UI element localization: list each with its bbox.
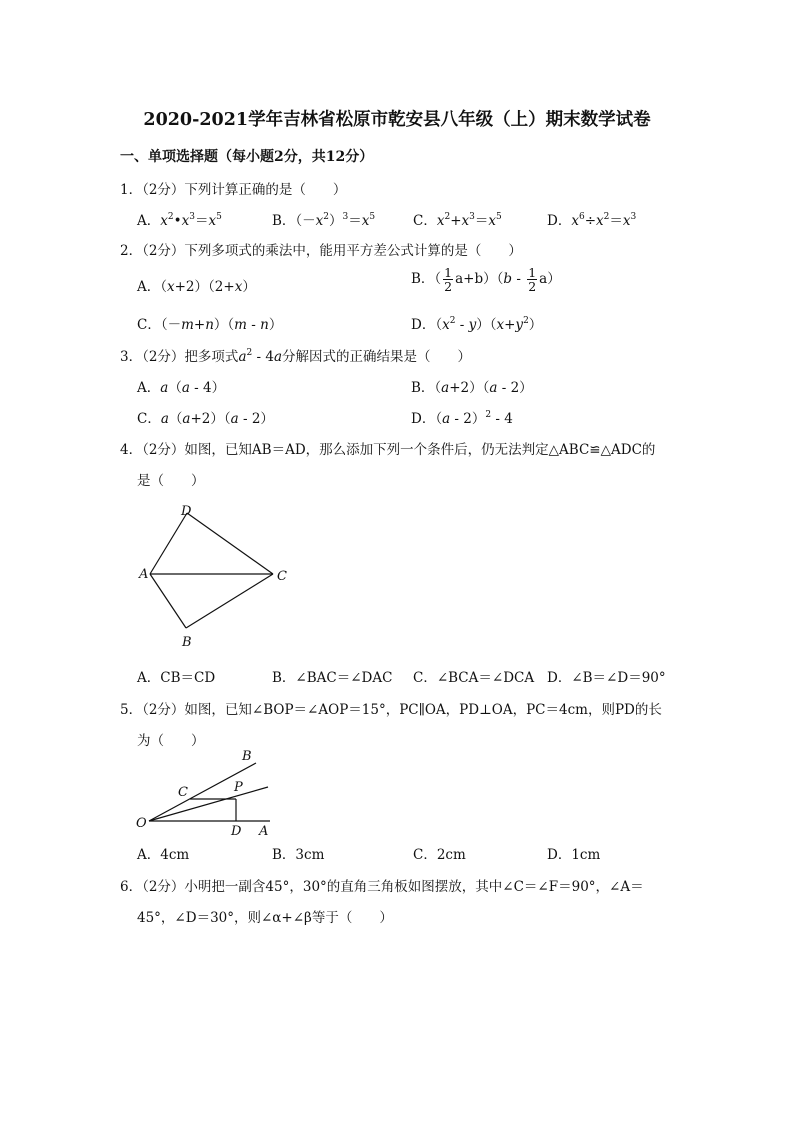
page-title: 2020-2021学年吉林省松原市乾安县八年级（上）期末数学试卷 (143, 110, 651, 130)
question-6-stem-line1: 6．（2分）小明把一副含45°，30°的直角三角板如图摆放，其中∠C＝∠F＝90°，∠A＝ (120, 879, 644, 895)
question-1-stem: 1．（2分）下列计算正确的是（ ） (120, 182, 347, 198)
question-2-option-a: A．（x+2）（2+x） (137, 279, 256, 295)
section-heading: 一、单项选择题（每小题2分，共12分） (120, 149, 374, 165)
question-5-option-d: D．1cm (547, 847, 601, 863)
label-b: B (182, 635, 192, 650)
question-3-option-a: A．a（a - 4） (137, 380, 226, 396)
question-1-option-d: D．$x^6\div x^2=x^3$ (547, 212, 637, 229)
label-a: A (139, 567, 149, 582)
segment-ab (150, 574, 186, 628)
question-1-option-a: A．$x^2•x^3=x^5$ (137, 212, 222, 229)
question-4-figure (130, 498, 300, 653)
question-2-option-d: D．$(x^2 - y)(x+y^2)$ (411, 316, 543, 333)
segment-da (150, 513, 187, 574)
question-3-option-d: D．（a - 2）$^2$ - 4 (411, 410, 513, 427)
segment-bc (186, 574, 273, 628)
segment-dc (187, 513, 273, 574)
question-1-option-c: C．$x^2+x^3=x^5$ (413, 212, 502, 229)
label-d: D (231, 824, 242, 839)
label-b: B (242, 749, 252, 764)
label-a: A (259, 824, 269, 839)
question-4-option-a: A．CB＝CD (137, 670, 216, 686)
question-4-stem-line1: 4．（2分）如图，已知AB＝AD，那么添加下列一个条件后，仍无法判定△ABC≌△ADC的 (120, 442, 656, 458)
question-5-option-b: B．3cm (272, 847, 325, 863)
question-2-option-b: B．（ $\frac{1}{2}$ a+b）（b - $\frac{1}{2}$ a） (411, 265, 561, 295)
question-3-stem: 3．（2分）把多项式$a^2 - 4a$分解因式的正确结果是（ ） (120, 348, 472, 365)
question-5-option-a: A．4cm (137, 847, 190, 863)
question-3-option-c: C．a（a+2）（a - 2） (137, 411, 274, 427)
question-5-stem-line2: 为（ ） (137, 733, 205, 749)
question-6-stem-line2: 45°，∠D＝30°，则∠α+∠β等于（ ） (137, 910, 393, 926)
question-4-option-b: B．∠BAC＝∠DAC (272, 670, 393, 686)
question-4-stem-line2: 是（ ） (137, 473, 205, 489)
label-d: D (181, 504, 192, 519)
question-4-option-c: C．∠BCA＝∠DCA (413, 670, 535, 686)
question-2-option-c: C．（－m+n）（m - n） (137, 317, 283, 333)
question-1-option-b: B．$(-x^2)^3=x^5$ (272, 212, 376, 229)
label-c: C (277, 569, 287, 584)
question-3-option-b: B．（a+2）（a - 2） (411, 380, 533, 396)
question-5-figure (130, 745, 280, 840)
question-2-stem: 2．（2分）下列多项式的乘法中，能用平方差公式计算的是（ ） (120, 243, 522, 259)
ray-op (149, 787, 268, 821)
question-4-option-d: D．∠B＝∠D＝90° (547, 670, 666, 686)
label-c: C (178, 785, 188, 800)
question-5-option-c: C．2cm (413, 847, 466, 863)
label-p: P (234, 780, 243, 795)
question-5-stem-line1: 5．（2分）如图，已知∠BOP＝∠AOP＝15°，PC∥OA，PD⊥OA，PC＝4cm，则PD的长 (120, 702, 662, 718)
label-o: O (136, 816, 147, 831)
